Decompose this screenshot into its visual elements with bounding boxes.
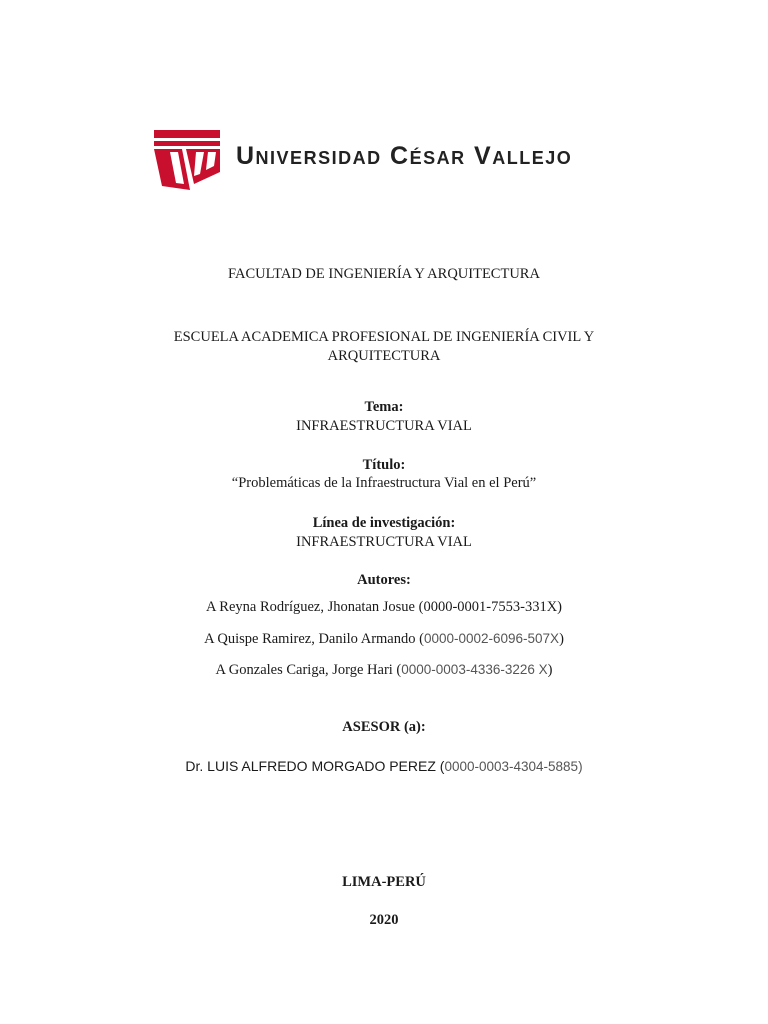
thesis-title: “Problemáticas de la Infraestructura Vial en el Perú” [231,475,537,491]
title-label: Título: [362,457,406,473]
topic-value: INFRAESTRUCTURA VIAL [296,418,472,434]
advisor-close-paren: ) [578,759,583,774]
advisor-line [0,757,768,777]
faculty-name: FACULTAD DE INGENIERÍA Y ARQUITECTURA [228,266,540,282]
research-line-label: Línea de investigación: [312,515,456,531]
university-name: Universidad César Vallejo [236,142,573,170]
author-orcid: 0000-0001-7553-331X [423,599,558,615]
ucv-emblem-icon [152,128,222,192]
advisor-name: Dr. LUIS ALFREDO MORGADO PEREZ ( [185,758,445,774]
advisor-orcid: 0000-0003-4304-5885 [444,759,579,774]
school-name-line2: ARQUITECTURA [327,348,441,364]
author-close-paren: ) [547,662,553,678]
university-logo [152,128,573,192]
author-name: A Reyna Rodríguez, Jhonatan Josue ( [205,599,424,615]
author-orcid: 0000-0003-4336-3226 X [401,662,548,677]
author-name: A Quispe Ramirez, Danilo Armando ( [204,631,424,647]
author-close-paren: ) [557,599,563,615]
school-name-line1: ESCUELA ACADEMICA PROFESIONAL DE INGENIERÍA CIVIL Y [173,329,595,345]
author-name: A Gonzales Cariga, Jorge Hari ( [215,662,402,678]
topic-label: Tema: [364,399,404,415]
author-item [0,598,768,617]
author-item [0,629,768,649]
authors-label: Autores: [357,572,411,588]
year: 2020 [369,912,399,928]
place: LIMA-PERÚ [342,874,426,890]
advisor-label: ASESOR (a): [342,719,426,735]
research-line-value: INFRAESTRUCTURA VIAL [296,534,472,550]
author-close-paren: ) [559,631,564,647]
author-item [0,660,768,680]
author-orcid: 0000-0002-6096-507X [423,631,560,646]
